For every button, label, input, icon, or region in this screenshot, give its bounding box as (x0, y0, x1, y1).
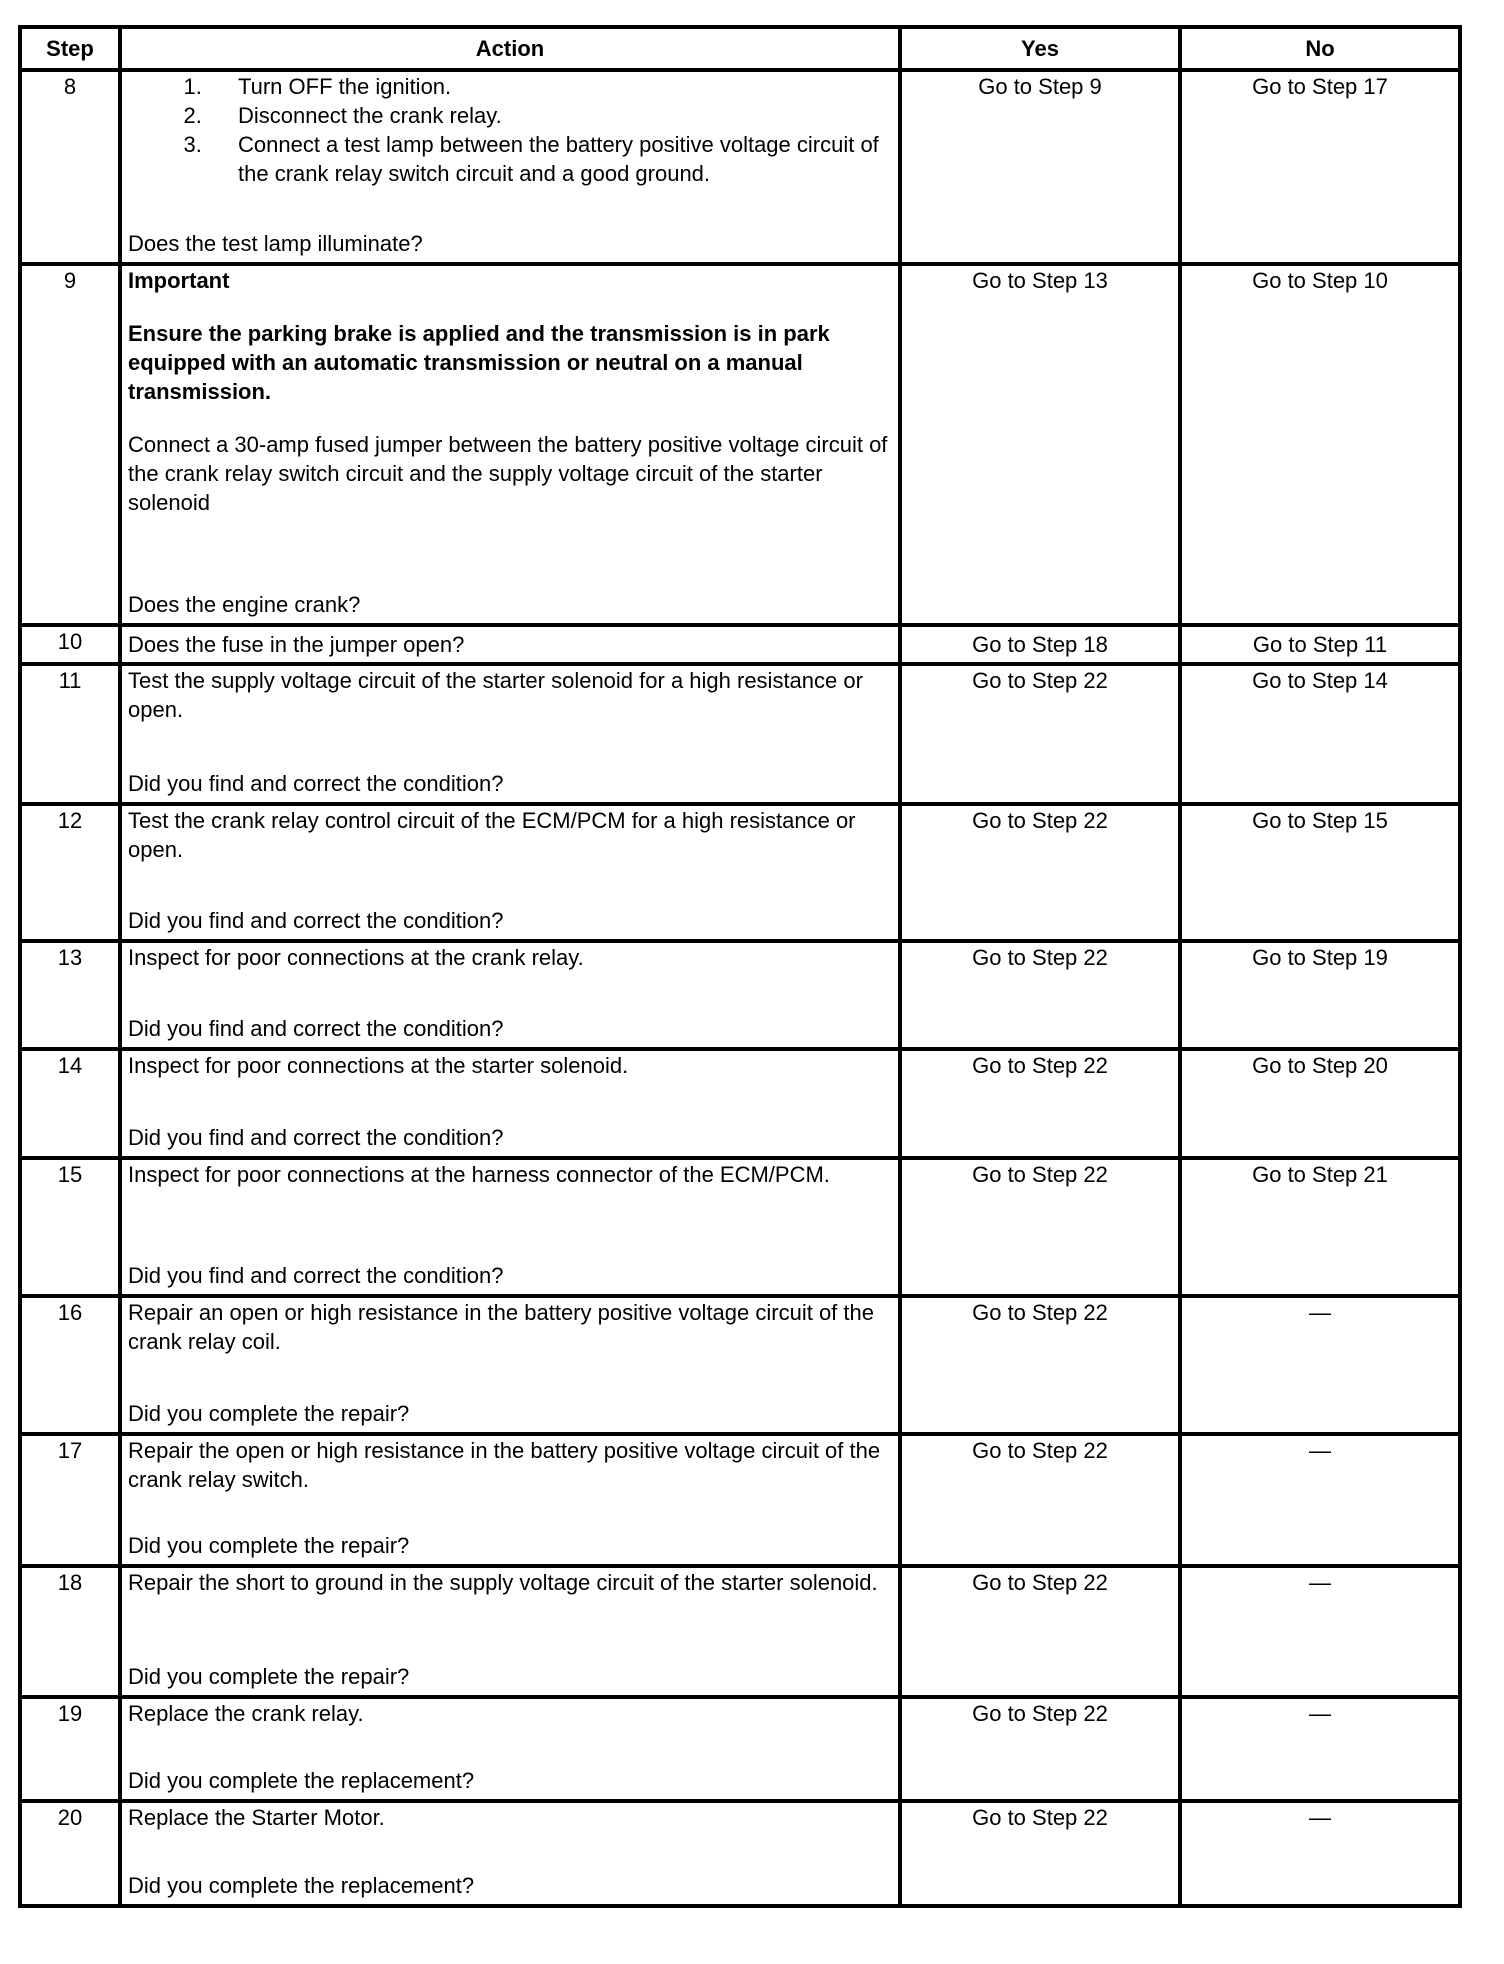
step-number: 20 (20, 1801, 120, 1906)
action-text: Replace the Starter Motor. (128, 1805, 385, 1830)
table-row (20, 941, 1460, 1049)
action-question: Did you complete the repair? (128, 1533, 410, 1558)
action-question: Did you find and correct the condition? (128, 1263, 504, 1288)
action-cell (120, 664, 900, 804)
action-text: Inspect for poor connections at the harness connector of the ECM/PCM. (128, 1162, 830, 1187)
diagnostic-steps-table (18, 25, 1462, 1908)
table-row (20, 1566, 1460, 1697)
table-row (20, 1158, 1460, 1296)
action-cell (120, 1801, 900, 1906)
table-row (20, 70, 1460, 264)
step-number: 18 (20, 1566, 120, 1697)
action-question: Did you complete the replacement? (128, 1873, 475, 1898)
action-cell (120, 941, 900, 1049)
no-cell: — (1180, 1566, 1460, 1697)
step-number: 13 (20, 941, 120, 1049)
yes-cell: Go to Step 18 (900, 625, 1180, 664)
action-text: Replace the crank relay. (128, 1701, 364, 1726)
table-row (20, 1697, 1460, 1801)
yes-cell: Go to Step 22 (900, 1697, 1180, 1801)
action-question: Did you find and correct the condition? (128, 771, 504, 796)
no-cell: Go to Step 21 (1180, 1158, 1460, 1296)
yes-cell: Go to Step 22 (900, 1434, 1180, 1566)
action-question: Did you find and correct the condition? (128, 1016, 504, 1041)
substep-item: 3. Connect a test lamp between the battery positive voltage circuit of the crank relay switch circuit and a good ground. (208, 130, 892, 188)
yes-cell: Go to Step 22 (900, 664, 1180, 804)
action-cell (120, 70, 900, 264)
important-label: Important (128, 268, 230, 293)
no-cell: — (1180, 1434, 1460, 1566)
step-number: 10 (20, 625, 120, 664)
yes-cell: Go to Step 22 (900, 804, 1180, 941)
step-number: 15 (20, 1158, 120, 1296)
no-cell: Go to Step 15 (1180, 804, 1460, 941)
yes-cell: Go to Step 22 (900, 941, 1180, 1049)
no-cell: Go to Step 11 (1180, 625, 1460, 664)
action-cell (120, 1566, 900, 1697)
step-number: 17 (20, 1434, 120, 1566)
header-action: Action (120, 27, 900, 70)
substep-list (128, 72, 892, 188)
action-text: Repair the open or high resistance in the battery positive voltage circuit of the crank relay switch. (128, 1438, 881, 1492)
action-question: Does the engine crank? (128, 592, 361, 617)
action-text: Repair the short to ground in the supply voltage circuit of the starter solenoid. (128, 1570, 878, 1595)
table-row (20, 1296, 1460, 1434)
action-text: Repair an open or high resistance in the battery positive voltage circuit of the crank relay coil. (128, 1300, 874, 1354)
step-number: 8 (20, 70, 120, 264)
action-cell (120, 1049, 900, 1158)
yes-cell: Go to Step 22 (900, 1049, 1180, 1158)
action-text: Test the crank relay control circuit of the ECM/PCM for a high resistance or open. (128, 808, 856, 862)
no-cell: Go to Step 10 (1180, 264, 1460, 625)
table-row (20, 1801, 1460, 1906)
table-row (20, 664, 1460, 804)
action-question: Did you complete the repair? (128, 1401, 410, 1426)
no-cell: Go to Step 20 (1180, 1049, 1460, 1158)
action-cell (120, 1158, 900, 1296)
header-yes: Yes (900, 27, 1180, 70)
action-cell (120, 1434, 900, 1566)
important-note: Ensure the parking brake is applied and the transmission is in park equipped with an automatic transmission or neutral on a manual transmission. (128, 321, 830, 404)
yes-cell: Go to Step 9 (900, 70, 1180, 264)
table-row (20, 1434, 1460, 1566)
yes-cell: Go to Step 22 (900, 1566, 1180, 1697)
no-cell: Go to Step 17 (1180, 70, 1460, 264)
table-row (20, 804, 1460, 941)
table-row (20, 264, 1460, 625)
step-number: 9 (20, 264, 120, 625)
yes-cell: Go to Step 13 (900, 264, 1180, 625)
action-cell (120, 804, 900, 941)
no-cell: Go to Step 14 (1180, 664, 1460, 804)
action-question: Did you find and correct the condition? (128, 908, 504, 933)
action-question: Does the fuse in the jumper open? (128, 632, 465, 657)
table-row (20, 1049, 1460, 1158)
action-question: Did you complete the repair? (128, 1664, 410, 1689)
no-cell: — (1180, 1296, 1460, 1434)
step-number: 19 (20, 1697, 120, 1801)
action-text: Inspect for poor connections at the starter solenoid. (128, 1053, 629, 1078)
action-question: Did you find and correct the condition? (128, 1125, 504, 1150)
no-cell: — (1180, 1697, 1460, 1801)
header-row (20, 27, 1460, 70)
action-text: Inspect for poor connections at the crank relay. (128, 945, 584, 970)
action-cell (120, 1296, 900, 1434)
yes-cell: Go to Step 22 (900, 1296, 1180, 1434)
yes-cell: Go to Step 22 (900, 1801, 1180, 1906)
action-text: Connect a 30-amp fused jumper between the battery positive voltage circuit of the crank relay switch circuit and the supply voltage circuit of the starter solenoid (128, 432, 888, 515)
action-question: Did you complete the replacement? (128, 1768, 475, 1793)
no-cell: Go to Step 19 (1180, 941, 1460, 1049)
table-row (20, 625, 1460, 664)
substep-item: 2. Disconnect the crank relay. (208, 101, 892, 130)
action-cell (120, 264, 900, 625)
header-no: No (1180, 27, 1460, 70)
step-number: 16 (20, 1296, 120, 1434)
step-number: 11 (20, 664, 120, 804)
header-step: Step (20, 27, 120, 70)
substep-item: 1. Turn OFF the ignition. (208, 72, 892, 101)
action-cell (120, 1697, 900, 1801)
action-question: Does the test lamp illuminate? (128, 231, 423, 256)
no-cell: — (1180, 1801, 1460, 1906)
action-cell (120, 625, 900, 664)
yes-cell: Go to Step 22 (900, 1158, 1180, 1296)
action-text: Test the supply voltage circuit of the starter solenoid for a high resistance or open. (128, 668, 863, 722)
step-number: 14 (20, 1049, 120, 1158)
step-number: 12 (20, 804, 120, 941)
